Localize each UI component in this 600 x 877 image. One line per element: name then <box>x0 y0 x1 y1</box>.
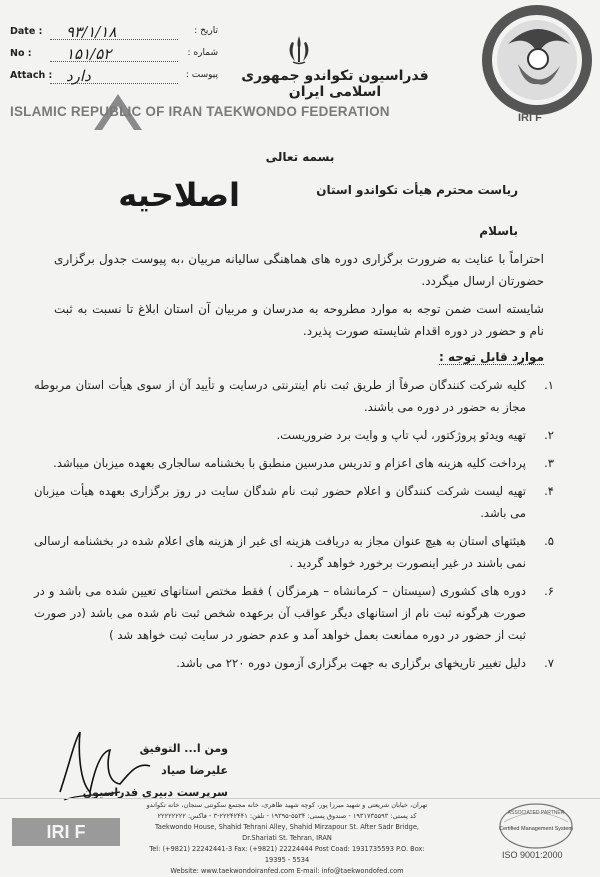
attach-label: Attach : <box>10 70 53 81</box>
federation-logo <box>478 4 596 122</box>
number-label: No : <box>10 48 32 59</box>
svg-text:Certified Management System: Certified Management System <box>499 826 573 832</box>
list-item: ۲. تهیه ویدئو پروژکتور، لپ تاپ و وایت برد ضروریست. <box>276 428 554 442</box>
signature-block <box>83 738 228 804</box>
signer-title: سرپرست دبیری فدراسیون <box>82 786 228 799</box>
reference-fields <box>8 24 218 90</box>
svg-text:ASSOCIATED PARTNER: ASSOCIATED PARTNER <box>507 810 565 816</box>
footer-address <box>142 800 432 877</box>
list-item: ۳. پرداخت کلیه هزینه های اعزام و تدریس مدرسین منطبق با بخشنامه سالجاری بعهده میزبان میباشد. <box>53 456 554 470</box>
iso-standard-label: ISO 9001:2000 <box>502 850 563 860</box>
number-field <box>8 46 218 68</box>
notes-heading: موارد قابل توجه : <box>439 350 544 364</box>
signer-name: علیرضا صیاد <box>161 764 228 777</box>
date-label-fa: تاریخ : <box>194 26 218 36</box>
date-value: ۹۳/۱/۱۸ <box>66 23 117 41</box>
footer-address-en: Taekwondo House, Shahid Tehrani Alley, Shahid Mirzapour St. After Sadr Bridge, Dr.Shariati St. Tehran, IRAN <box>155 823 419 842</box>
greeting: باسلام <box>479 224 518 238</box>
federation-name-fa: فدراسیون تکواندو جمهوری اسلامی ایران <box>241 68 429 100</box>
iran-emblem-icon <box>284 34 314 66</box>
amendment-stamp: اصلاحیه <box>118 176 240 214</box>
notes-list <box>34 374 554 680</box>
svg-text:IRI F: IRI F <box>46 822 86 842</box>
date-field <box>8 24 218 46</box>
number-value: ۱۵۱/۵۲ <box>66 45 112 63</box>
date-label: Date : <box>10 26 43 37</box>
paragraph-2: شایسته است ضمن توجه به موارد مطروحه به مدرسان و مربیان آن استان ابلاغ تا نسبت به ثبت نام و حضور در دوره اقدام شایسته صورت پذیرد. <box>54 302 544 338</box>
footer-phones-en: Tel: (+9821) 22242441-3 Fax: (+9821) 22224444 Post Coad: 1931735593 P.O. Box: 19395 - 5534 <box>149 845 425 864</box>
list-item: ۷. دلیل تغییر تاریخهای برگزاری به جهت برگزاری آزمون دوره ۲۲۰ می باشد. <box>176 656 554 670</box>
list-item: ۱. کلیه شرکت کنندگان صرفاً از طریق ثبت نام اینترنتی درسایت و تأیید آن از سوی هیأت استان مربوطه مجاز به حضور در دوره می باشند. <box>34 378 554 414</box>
footer-logo <box>12 818 120 846</box>
federation-name-en: ISLAMIC REPUBLIC OF IRAN TAEKWONDO FEDERATION <box>10 104 390 119</box>
logo-caption: IRI F <box>518 112 542 124</box>
list-item: ۴. تهیه لیست شرکت کنندگان و اعلام حضور ثبت نام شدگان سایت در روز برگزاری بعهده هیأت میزبان می باشد. <box>34 484 554 520</box>
iso-certification-badge <box>498 802 574 850</box>
paragraph-1: احتراماً با عنایت به ضرورت برگزاری دوره های هماهنگی سالیانه مربیان ،به پیوست جدول برگزاری حضورتان ارسال میگردد. <box>54 252 544 288</box>
list-item: ۵. هیئتهای استان به هیچ عنوان مجاز به دریافت هزینه ای غیر از هزینه های اعلام شده در بخشنامه ارسالی نمی باشند در غیر اینصورت برخورد خواهد گردید . <box>34 534 554 570</box>
bismillah-heading: بسمه تعالی <box>265 150 335 164</box>
attach-label-fa: پیوست : <box>185 70 218 80</box>
footer-phones-fa: کد پستی: ۱۹۳۱۷۳۵۵۹۳ - صندوق پستی: ۵۵۳۴-۱۹۳۹۵ - تلفن: ۲۲۲۴۲۴۴۱-۳ - فاکس: ۲۲۲۲۲۲۲۲ <box>157 812 417 820</box>
attach-value: دارد <box>66 67 91 85</box>
footer-web: Website: www.taekwondoiranfed.com E-mail: info@taekwondofed.com <box>170 867 404 875</box>
closing-phrase: ومن ا... التوفیق <box>139 742 228 755</box>
recipient-line: ریاست محترم هیأت تکواندو استان <box>316 183 518 197</box>
list-item: ۶. دوره های کشوری (سیستان – کرمانشاه – هرمزگان ) فقط مختص استانهای تعیین شده می باشد و در صورت هرگونه ثبت نام از استانهای دیگر عواقب آن برعهده شخص ثبت نام شده می باشد (در صورت ثبت از حضور در دوره ممانعت بعمل خواهد آمد و عدم حضور در سایت ثبت خواهد شد ) <box>34 584 554 642</box>
footer-divider <box>0 798 600 799</box>
footer-address-fa: تهران، خیابان شریعتی و شهید میرزا پور، کوچه شهید طاهری، خانه مجتمع سکونتی سنجان، خانه تکواندو <box>146 801 428 809</box>
number-label-fa: شماره : <box>187 48 218 58</box>
